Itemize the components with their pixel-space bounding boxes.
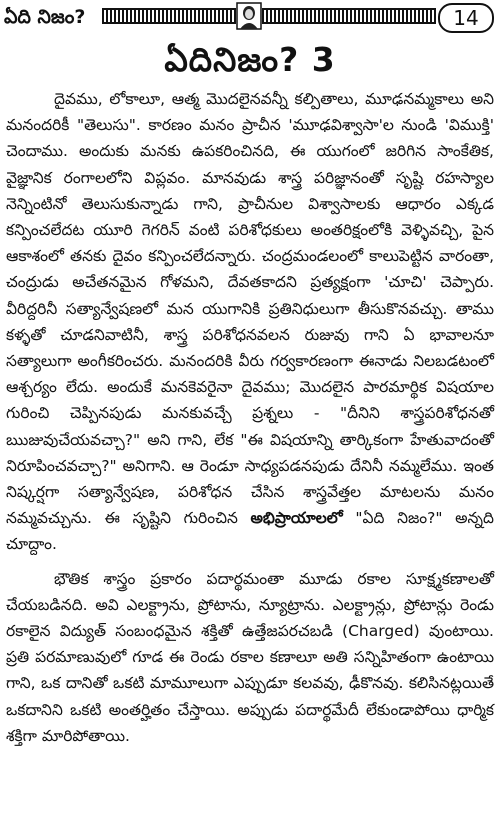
- paragraph-1: [6, 86, 494, 558]
- paragraph-1-bold-phrase: అభిప్రాయాలలో: [250, 509, 343, 528]
- running-header: [0, 0, 500, 40]
- header-ornament-rule: [102, 10, 436, 22]
- paragraph-1-text: దైవము, లోకాలూ, ఆత్మ మొదలైనవన్నీ కల్పితాలు, మూఢనమ్మకాలు అని మనందరికీ "తెలుసు". కారణం మనం ప్రాచీన 'మూఢవిశ్వాసా'ల నుండి 'విముక్తి' చెందాము. అందుకు మనకు ఉపకరించినది, ఈ యుగంలో జరిగిన సాంకేతిక, వైజ్ఞానిక రంగాలలోని విప్లవం. మానవుడు శాస్త్ర పరిజ్ఞానంతో సృష్టి రహస్యాల నెన్నింటినో తెలుసుకున్నాడు గాని, ప్రాచీనుల విశ్వాసాలకు ఆధారం ఎక్కడ కన్పించలేదట యూరి గెగరిన్ వంటి పరిశోధకులు అంతరిక్షంలోకి వెళ్ళివచ్చి, పైన ఆకాశంలో తనకు దైవం కన్పించలేదన్నారు. చంద్రమండలంలో కాలుపెట్టిన వారంతా, చంద్రుడు అచేతనమైన గోళమని, దేవతకాదని ప్రత్యక్షంగా 'చూచి' చెప్పారు. వీరిద్దరినీ సత్యాన్వేషణలో మన యుగానికి ప్రతినిధులుగా తీసుకొనవచ్చు. తాము కళ్ళతో చూడనివాటినీ, శాస్త్ర పరిశోధనవలన రుజువు గాని ఏ భావాలనూ సత్యాలుగా అంగీకరించరు. మనందరికి వీరు గర్వకారణంగా ఈనాడు నిలబడటంలో ఆశ్చర్యం లేదు. అందుకే మనకెవరైనా దైవము; మొదలైన పారమార్థిక విషయాల గురించి చెప్పినపుడు మనకువచ్చే ప్రశ్నలు - "దీనిని శాస్త్రపరిశోధనతో ఋజువుచేయవచ్చా?" అని గాని, లేక "ఈ విషయాన్ని తార్కికంగా హేతువాదంతో నిరూపించవచ్చా?" అనిగాని. ఆ రెండూ సాధ్యపడనపుడు దేనినీ నమ్మలేము. ఇంత నిష్కర్షగా సత్యాన్వేషణ, పరిశోధన చేసిన శాస్త్రవేత్తల మాటలను మనం నమ్మవచ్చును. ఈ సృష్టిని గురించిన: [6, 90, 494, 528]
- running-title: ఏది నిజం?: [4, 6, 86, 28]
- chapter-heading: ఏదినిజం? 3: [164, 40, 336, 79]
- paragraph-1-tail: "ఏది నిజం?" అన్నది చూద్దాం.: [6, 509, 494, 554]
- page-number: 14: [438, 3, 494, 33]
- paragraph-2: భౌతిక శాస్త్రం ప్రకారం పదార్థమంతా మూడు రకాల సూక్ష్మకణాలతో చేయబడినది. అవి ఎలక్ట్రాను, ప్రోటాను, న్యూట్రాను. ఎలక్ట్రాన్లు, ప్రోటాన్లు రెండు రకాలైన విద్యుత్ సంబంధమైన శక్తితో ఉత్తేజపరచబడి (Charged) వుంటాయి. ప్రతి పరమాణువులో గూడ ఈ రెండు రకాల కణాలూ అతి సన్నిహితంగా ఉంటాయి గాని, ఒక దానితో ఒకటి మామూలుగా ఎప్పుడూ కలవవు, ఢీకొనవు. కలిసినట్లయితే ఒకదానిని ఒకటి అంతర్హితం చేస్తాయి. అప్పుడు పదార్థమేదీ లేకుండాపోయి ధార్మిక శక్తిగా మారిపోతాయి.: [6, 569, 494, 745]
- body-text: [6, 86, 494, 749]
- author-portrait-icon: [236, 2, 262, 30]
- header-rule-top: [102, 8, 436, 10]
- header-rule-bottom: [102, 22, 436, 24]
